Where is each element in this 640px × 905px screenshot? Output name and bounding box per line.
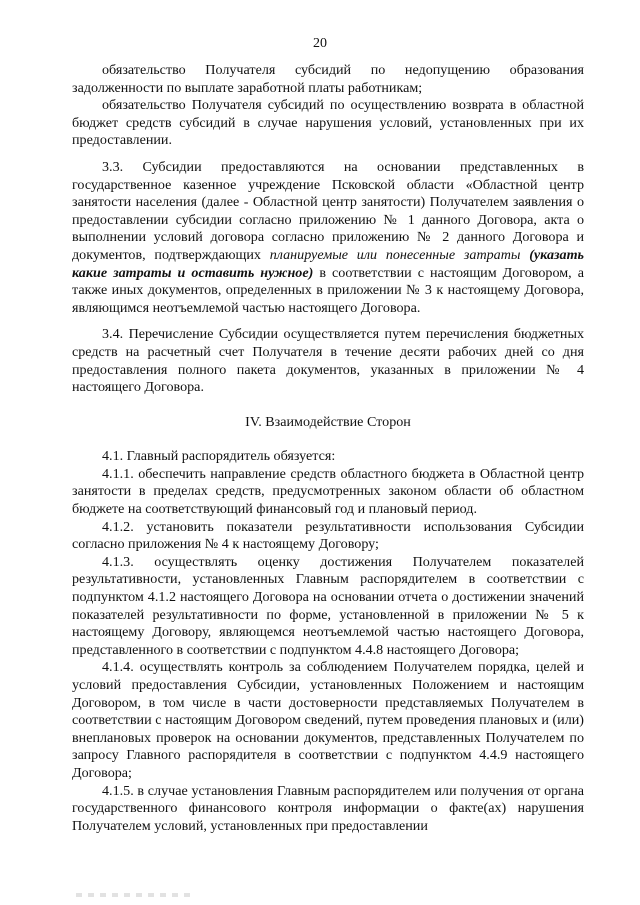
- section-heading: IV. Взаимодействие Сторон: [245, 413, 411, 430]
- paragraph-4-1-5: 4.1.5. в случае установления Главным распорядителем или получения от органа государственного финансового контроля информации о факте(ах) нарушения Получателем условий, установленных при предоставлении: [72, 782, 584, 834]
- paragraph-4-1: 4.1. Главный распорядитель обязуется:: [102, 448, 336, 465]
- paragraph-obligation-refund: обязательство Получателя субсидий по осуществлению возврата в областной бюджет средств субсидий в случае нарушения условий, установленных при их предоставлении.: [72, 97, 584, 149]
- paragraph-3-3-bold-italic: (указать какие затраты и оставить нужное): [72, 246, 584, 281]
- scan-artifact: [76, 893, 196, 897]
- paragraph-3-3-text-end: в соответствии с настоящим Договором, а также иных документов, определенных в приложении № 3 к настоящему Договора, являющимся неотъемлемой частью настоящего Договора.: [72, 264, 584, 316]
- paragraph-4-1-1: 4.1.1. обеспечить направление средств областного бюджета в Областной центр занятости в пределах средств, предусмотренных законом области об областном бюджете на соответствующий финансовый год и плановый период.: [72, 465, 584, 518]
- paragraph-obligation-salary: обязательство Получателя субсидий по недопущению образования задолженности по выплате заработной платы работникам;: [72, 62, 584, 96]
- paragraph-3-4: 3.4. Перечисление Субсидии осуществляется путем перечисления бюджетных средств на расчетный счет Получателя в течение десяти рабочих дней со дня предоставления полного пакета документов, указанных в приложении № 4 настоящего Договора.: [72, 326, 584, 396]
- paragraph-3-3-text-start: 3.3. Субсидии предоставляются на основании представленных в государственное казенное учреждение Псковской области «Областной центр занятости населения (далее - Областной центр занятости) Получателем заявления о предоставлении субсидии согласно приложению № 1 данного Договора, акта о выполнении условий договора согласно приложению № 2 данного Договора и документов, подтверждающих: [72, 158, 584, 263]
- page-number: 20: [313, 36, 327, 51]
- paragraph-4-1-4: 4.1.4. осуществлять контроль за соблюдением Получателем порядка, целей и условий предоставления Субсидии, установленных Положением и настоящим Договором, в том числе в части достоверности представляемых Получателем в соответствии с настоящим Договором сведений, путем проведения плановых и (или) внеплановых проверок на основании документов, представленных Получателем по запросу Главного распорядителя в соответствии с подпунктом 4.4.9 настоящего Договора;: [72, 659, 584, 781]
- paragraph-4-1-2: 4.1.2. установить показатели результативности использования Субсидии согласно приложения № 4 к настоящему Договору;: [72, 518, 584, 553]
- paragraph-3-3-italic: планируемые или понесенные затраты: [269, 246, 521, 263]
- document-body: [72, 62, 584, 835]
- paragraph-4-1-3: 4.1.3. осуществлять оценку достижения Получателем показателей результативности, установленных Главным распорядителем в соответствии с подпунктом 4.1.2 настоящего Договора на основании отчета о достижении значений показателей результативности по форме, установленной в приложении № 5 к настоящему Договору, являющемся неотъемлемой частью настоящего Договора, представленного в соответствии с подпунктом 4.4.8 настоящего Договора;: [72, 553, 584, 658]
- paragraph-3-3: [72, 159, 584, 317]
